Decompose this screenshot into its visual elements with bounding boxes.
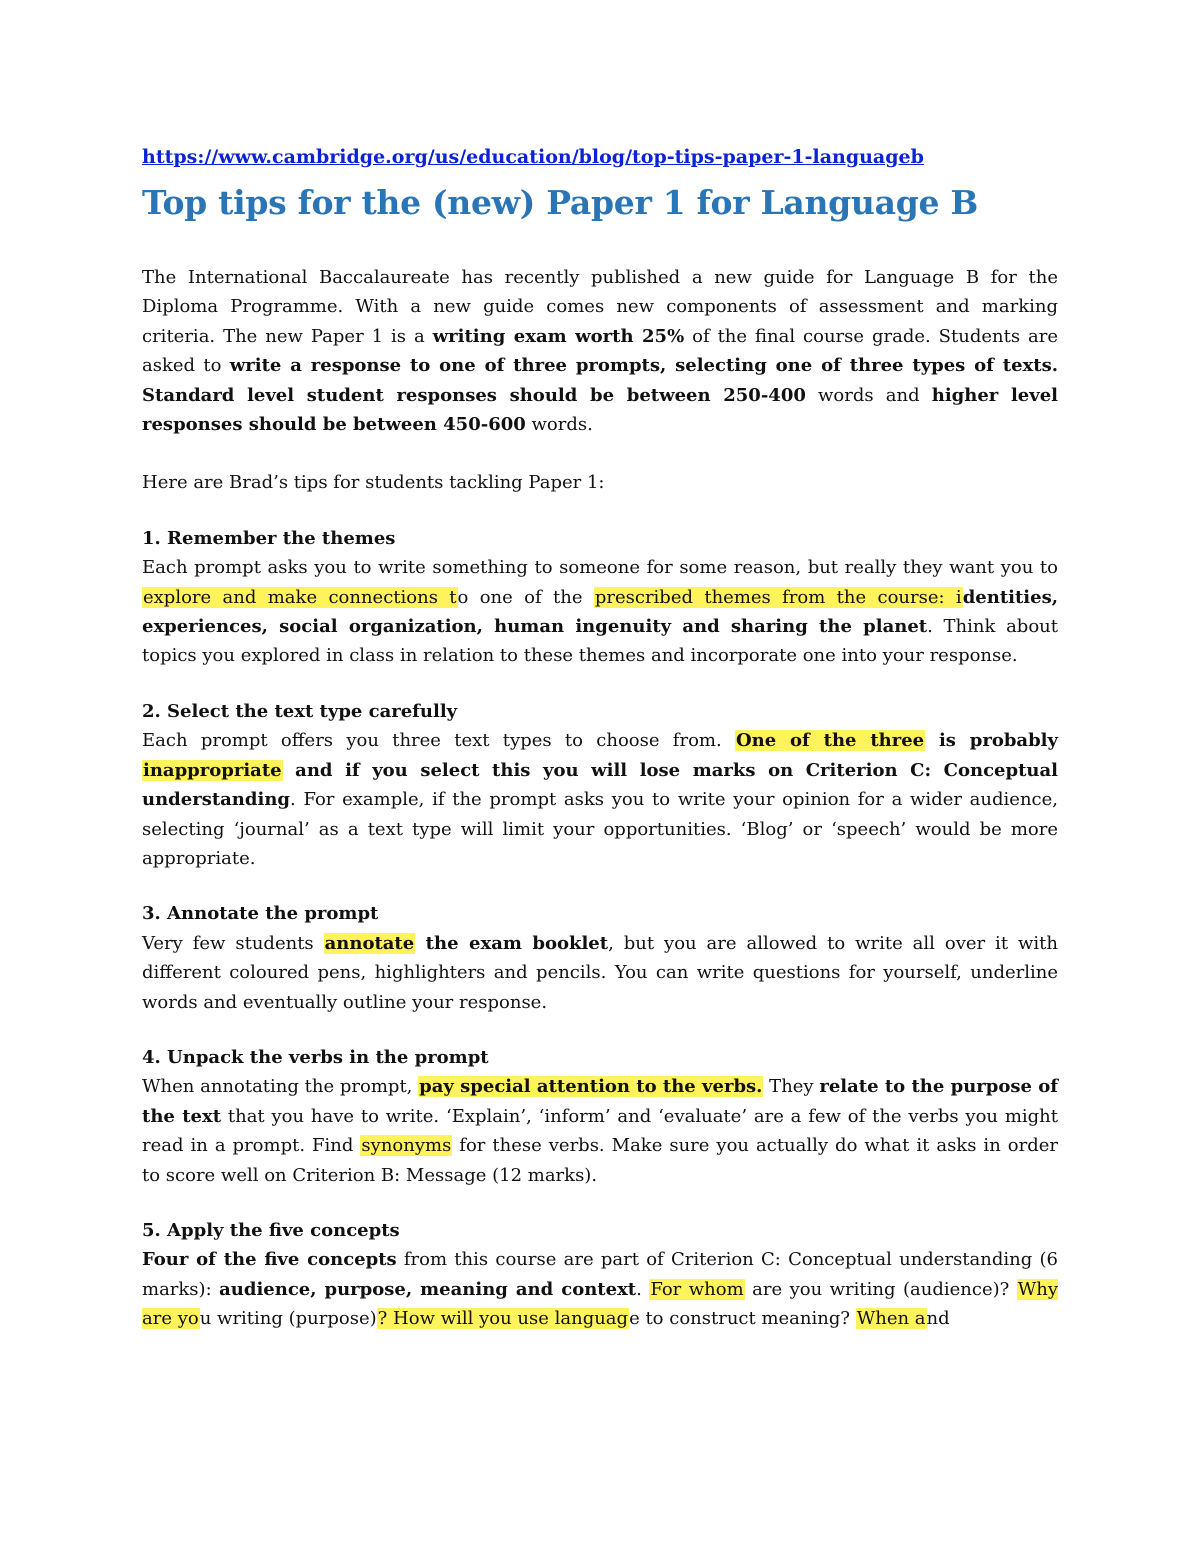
tip-body-3: Very few students annotate the exam booklet, but you are allowed to write all over it with different coloured pens, highlighters and pencils. You can write questions for yourself, underline words and eventually outline your response. [142,932,1058,1013]
highlight: One of the three [736,730,925,752]
highlight: Why are yo [142,1278,1058,1330]
highlight: inappropriate [143,759,282,781]
highlight: ? How will you use languag [377,1308,629,1330]
source-url-link[interactable]: https://www.cambridge.org/us/education/blog/top-tips-paper-1-languageb [142,146,924,168]
tip-section-5 [142,1216,1058,1334]
tip-heading-2: 2. Select the text type carefully [142,700,458,722]
document-content [142,138,1058,1334]
tip-section-3 [142,899,1058,1017]
tip-section-4 [142,1043,1058,1190]
tip-body-5: Four of the five concepts from this course are part of Criterion C: Conceptual understanding (6 marks): audience, purpose, meaning and context. For whom are you writing (audience)? Why are you writing (purpose)? How will you use language to construct meaning? When and [142,1249,1058,1330]
highlight: When a [856,1308,926,1330]
highlight: explore and make connections t [143,586,457,608]
tip-heading-3: 3. Annotate the prompt [142,903,379,925]
highlight: For whom [650,1278,744,1300]
tip-body-1: Each prompt asks you to write something to someone for some reason, but really they want you to explore and make connections to one of the prescribed themes from the course: identities, experiences, social organization, human ingenuity and sharing the planet. Think about topics you explored in class in relation to these themes and incorporate one into your response. [142,557,1058,667]
tip-heading-5: 5. Apply the five concepts [142,1219,400,1241]
highlight: annotate [324,932,415,954]
intro-paragraph: The International Baccalaureate has recently published a new guide for Language B for the Diploma Programme. With a new guide comes new components of assessment and marking criteria. The new Paper 1 is a writing exam worth 25% of the final course grade. Students are asked to write a response to one of three prompts, selecting one of three types of texts. Standard level student responses should be between 250-400 words and higher level responses should be between 450-600 words. [142,267,1059,436]
tip-body-4: When annotating the prompt, pay special attention to the verbs. They relate to the purpose of the text that you have to write. ‘Explain’, ‘inform’ and ‘evaluate’ are a few of the verbs you might read in a prompt. Find synonyms for these verbs. Make sure you actually do what it asks in order to score well on Criterion B: Message (12 marks). [142,1076,1059,1186]
highlight: prescribed themes from the course: i [594,586,962,608]
tip-body-2: Each prompt offers you three text types to choose from. One of the three is probably inappropriate and if you select this you will lose marks on Criterion C: Conceptual understanding. For example, if the prompt asks you to write your opinion for a wider audience, selecting ‘journal’ as a text type will limit your opportunities. ‘Blog’ or ‘speech’ would be more appropriate. [142,730,1058,869]
highlight: synonyms [361,1135,452,1157]
tip-heading-1: 1. Remember the themes [142,527,396,549]
highlight: pay special attention to the verbs. [419,1076,763,1098]
lead-paragraph: Here are Brad’s tips for students tackling Paper 1: [142,472,605,494]
tip-heading-4: 4. Unpack the verbs in the prompt [142,1046,489,1068]
tip-section-1 [142,524,1058,671]
document-title: Top tips for the (new) Paper 1 for Language B [142,183,978,222]
tip-section-2 [142,697,1058,873]
